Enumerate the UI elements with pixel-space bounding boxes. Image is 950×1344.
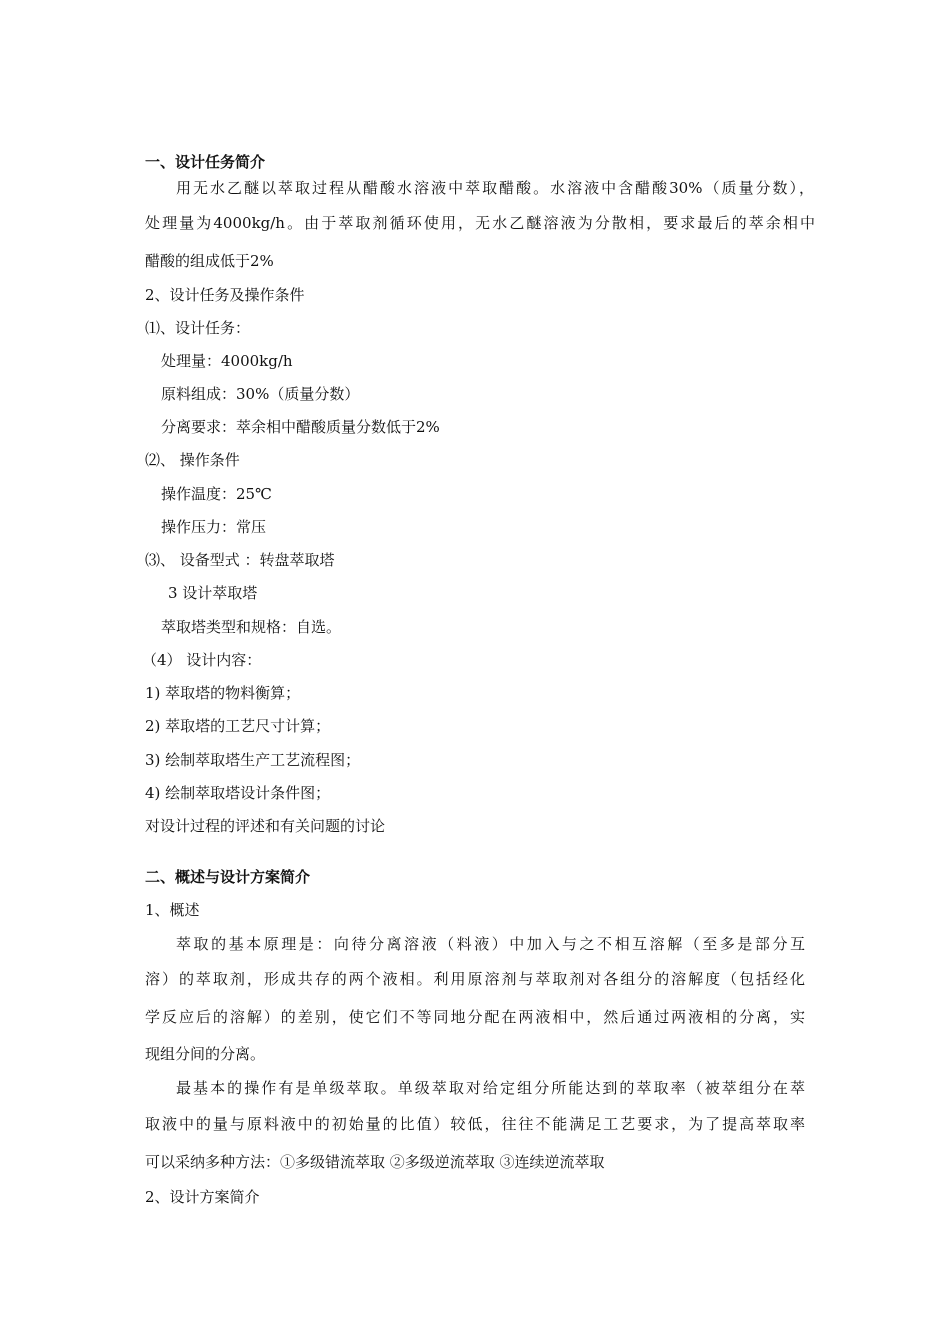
para1-line-4: 现组分间的分离。 [145, 1045, 266, 1063]
design-content-title: （4） 设计内容： [142, 651, 262, 669]
tower-spec: 萃取塔类型和规格：自选。 [161, 618, 342, 636]
design-tower-heading: 3 设计萃取塔 [168, 584, 258, 602]
condition-pressure: 操作压力：常压 [161, 518, 267, 536]
discussion-line: 对设计过程的评述和有关问题的讨论 [145, 817, 386, 835]
para1-line-2: 溶）的萃取剂，形成共存的两个液相。利用原溶剂与萃取剂对各组分的溶解度（包括经化 [145, 970, 805, 988]
task-item-throughput: 处理量：4000kg/h [161, 352, 293, 370]
intro-line-2: 处理量为4000kg/h。由于萃取剂循环使用，无水乙醚溶液为分散相，要求最后的萃余相中 [145, 214, 815, 232]
task-title: ⑴、设计任务： [145, 319, 251, 337]
section1-title: 一、设计任务简介 [145, 153, 266, 171]
content-item-3: 3) 绘制萃取塔生产工艺流程图； [145, 751, 361, 769]
task-item-separation: 分离要求：萃余相中醋酸质量分数低于2% [161, 418, 440, 436]
content-item-1: 1) 萃取塔的物料衡算； [145, 684, 301, 702]
para2-line-1: 最基本的操作有是单级萃取。单级萃取对给定组分所能达到的萃取率（被萃组分在萃 [176, 1079, 805, 1097]
conditions-title: ⑵、 操作条件 [145, 451, 240, 469]
content-item-4: 4) 绘制萃取塔设计条件图； [145, 784, 331, 802]
scheme-title: 2、设计方案简介 [145, 1188, 260, 1206]
para1-line-1: 萃取的基本原理是：向待分离溶液（料液）中加入与之不相互溶解（至多是部分互 [176, 935, 805, 953]
para2-line-2: 取液中的量与原料液中的初始量的比值）较低，往往不能满足工艺要求，为了提高萃取率 [145, 1115, 805, 1133]
subsection-2-title: 2、设计任务及操作条件 [145, 286, 305, 304]
equipment-type: ⑶、 设备型式 ：转盘萃取塔 [145, 551, 335, 569]
intro-line-3: 醋酸的组成低于2% [145, 252, 274, 270]
intro-line-1: 用无水乙醚以萃取过程从醋酸水溶液中萃取醋酸。水溶液中含醋酸30%（质量分数）， [176, 179, 814, 197]
overview-title: 1、概述 [145, 901, 200, 919]
task-item-feed: 原料组成：30%（质量分数） [161, 385, 360, 403]
section2-title: 二、概述与设计方案简介 [145, 868, 311, 886]
para2-line-3: 可以采纳多种方法：①多级错流萃取 ②多级逆流萃取 ③连续逆流萃取 [145, 1153, 605, 1171]
condition-temperature: 操作温度：25℃ [161, 485, 272, 503]
content-item-2: 2) 萃取塔的工艺尺寸计算； [145, 717, 331, 735]
para1-line-3: 学反应后的溶解）的差别，使它们不等同地分配在两液相中，然后通过两液相的分离，实 [145, 1008, 805, 1026]
